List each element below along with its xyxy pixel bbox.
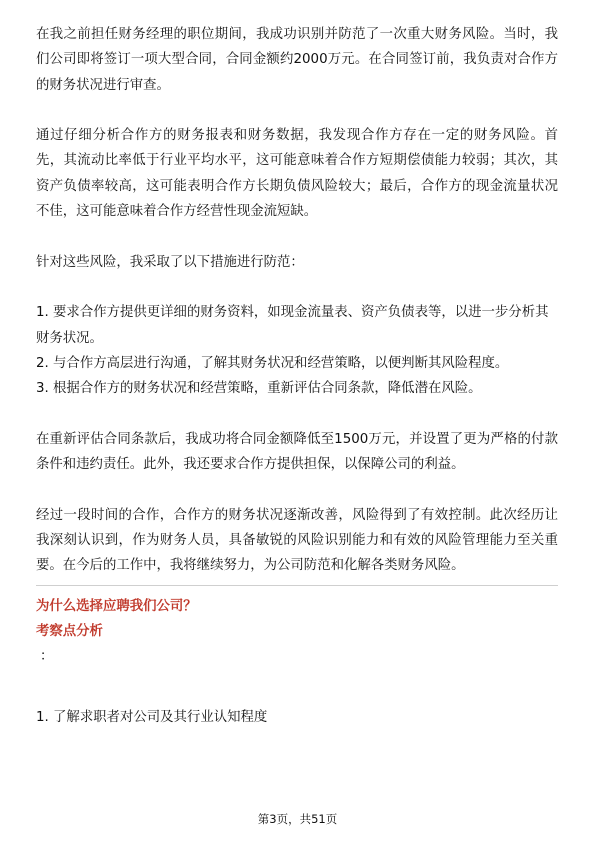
paragraph-analysis: 通过仔细分析合作方的财务报表和财务数据，我发现合作方存在一定的财务风险。首先，其流动比率低于行业平均水平，这可能意味着合作方短期偿债能力较弱；其次，其资产负债率较高，这可能表明合作方长期负债风险较大；最后，合作方的现金流量状况不佳，这可能意味着合作方经营性现金流短缺。 xyxy=(36,128,558,220)
paragraph-measures-intro: 针对这些风险，我采取了以下措施进行防范： xyxy=(36,254,304,270)
spacer xyxy=(36,669,558,705)
list-item: 2. 与合作方高层进行沟通，了解其财务状况和经营策略，以便判断其风险程度。 xyxy=(36,355,509,371)
page-content xyxy=(36,22,558,731)
list-item: 3. 根据合作方的财务状况和经营策略，重新评估合同条款，降低潜在风险。 xyxy=(36,381,482,397)
page-number: 第3页，共51页 xyxy=(257,812,338,826)
list-item: 1. 要求合作方提供更详细的财务资料，如现金流量表、资产负债表等，以进一步分析其财务状况。 xyxy=(36,305,549,346)
measures-list xyxy=(36,300,558,401)
analysis-heading: 考察点分析 xyxy=(36,623,103,639)
paragraph-conclusion: 经过一段时间的合作，合作方的财务状况逐渐改善，风险得到了有效控制。此次经历让我深刻认识到，作为财务人员，具备敏锐的风险识别能力和有效的风险管理能力至关重要。在今后的工作中，我将继续努力，为公司防范和化解各类财务风险。 xyxy=(36,507,558,574)
paragraph-intro: 在我之前担任财务经理的职位期间，我成功识别并防范了一次重大财务风险。当时，我们公司即将签订一项大型合同，合同金额约2000万元。在合同签订前，我负责对合作方的财务状况进行审查。 xyxy=(36,27,558,93)
analysis-point: 1. 了解求职者对公司及其行业认知程度 xyxy=(36,710,268,726)
question-title: 为什么选择应聘我们公司？ xyxy=(36,598,197,614)
analysis-colon: ： xyxy=(40,649,54,665)
section-divider xyxy=(36,585,558,586)
paragraph-outcome: 在重新评估合同条款后，我成功将合同金额降低至1500万元，并设置了更为严格的付款条件和违约责任。此外，我还要求合作方提供担保，以保障公司的利益。 xyxy=(36,431,558,473)
